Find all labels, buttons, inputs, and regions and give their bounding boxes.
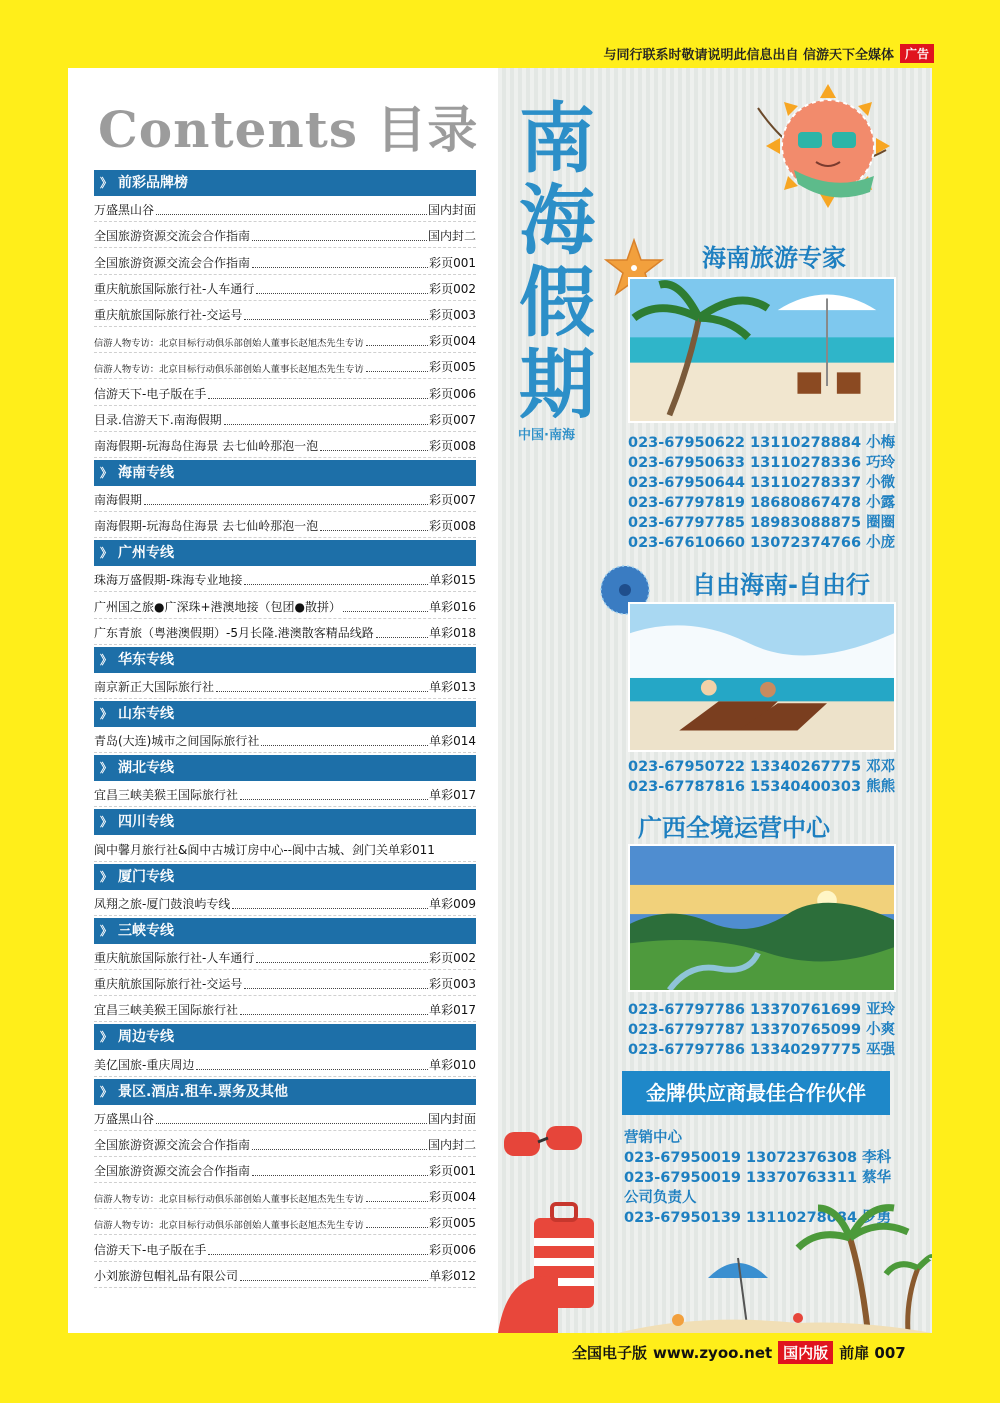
toc-entry[interactable] <box>94 566 476 592</box>
toc-entry[interactable] <box>94 275 476 301</box>
toc-section-header <box>94 1079 476 1105</box>
toc-section-name: 广州专线 <box>118 545 175 562</box>
chevron-icon: 》 <box>100 176 113 190</box>
toc-entry[interactable] <box>94 970 476 996</box>
toc-entry[interactable] <box>94 619 476 645</box>
toc-entry-title: 广州国之旅●广深珠+港澳地接（包团●散拼） <box>94 599 341 614</box>
magazine-page <box>68 68 932 1333</box>
contact-line: 023-67950644 13110278337 小微 <box>628 475 896 491</box>
contents-panel <box>68 68 498 1333</box>
dot-leader <box>366 371 428 372</box>
toc-entry-page: 彩页003 <box>429 977 476 992</box>
toc-entry-title: 阆中馨月旅行社&阆中古城订房中心--阆中古城、剑门关单彩011 <box>94 842 435 857</box>
toc-entry-title: 信游人物专访：北京目标行动俱乐部创始人董事长赵旭杰先生专访 <box>94 1220 364 1232</box>
toc-section-name: 周边专线 <box>118 1029 175 1046</box>
toc-entry-title: 重庆航旅国际旅行社-交运号 <box>94 977 243 992</box>
partner-banner: 金牌供应商最佳合作伙伴 <box>622 1071 890 1115</box>
brand-char: 南 <box>519 94 595 183</box>
chevron-icon: 》 <box>100 652 113 667</box>
landscape-photo <box>628 844 896 992</box>
dot-leader <box>244 584 428 585</box>
toc-entry-title: 宜昌三峡美猴王国际旅行社 <box>94 788 239 803</box>
toc-entry-title: 信游天下-电子版在手 <box>94 386 207 401</box>
contact-line: 023-67787816 15340400303 熊熊 <box>628 779 896 795</box>
beach-items-illustration <box>498 1108 932 1333</box>
toc-entry[interactable] <box>94 512 476 538</box>
toc-entry[interactable] <box>94 486 476 512</box>
toc-section-header <box>94 170 476 196</box>
toc-entry-title: 南海假期 <box>94 493 143 508</box>
toc-entry[interactable] <box>94 406 476 432</box>
heading-free-hainan: 自由海南-自由行 <box>692 571 870 599</box>
footer <box>572 1341 906 1364</box>
dot-leader <box>320 530 428 531</box>
contacts-free-hainan <box>628 757 895 797</box>
toc-entry-title: 信游人物专访：北京目标行动俱乐部创始人董事长赵旭杰先生专访 <box>94 1194 364 1206</box>
toc-entry-page: 单彩010 <box>429 1057 476 1072</box>
toc-section-name: 四川专线 <box>118 814 175 831</box>
toc-entry[interactable] <box>94 1105 476 1131</box>
toc-entry-title: 信游人物专访：北京目标行动俱乐部创始人董事长赵旭杰先生专访 <box>94 338 364 350</box>
page-number: 前扉 007 <box>839 1344 906 1362</box>
toc-entry-page: 彩页003 <box>429 307 476 322</box>
toc-entry[interactable] <box>94 301 476 327</box>
toc-entry-page: 国内封面 <box>427 203 476 218</box>
toc-entry-title: 信游天下-电子版在手 <box>94 1242 207 1257</box>
toc-entry-title: 宜昌三峡美猴王国际旅行社 <box>94 1003 239 1018</box>
dot-leader <box>252 267 428 268</box>
toc-entry-title: 全国旅游资源交流会合作指南 <box>94 229 251 244</box>
dot-leader <box>343 611 428 612</box>
brand-char: 期 <box>519 340 595 429</box>
toc-section-header <box>94 701 476 727</box>
toc-section-name: 景区.酒店.租车.票务及其他 <box>118 1083 288 1100</box>
toc-entry[interactable] <box>94 1235 476 1261</box>
toc-section-name: 湖北专线 <box>118 760 175 777</box>
sales-line: 公司负责人 <box>624 1190 697 1206</box>
toc-entry-page: 彩页007 <box>429 412 476 427</box>
toc-entry-title: 全国旅游资源交流会合作指南 <box>94 1137 251 1152</box>
toc-entry[interactable] <box>94 248 476 274</box>
toc-entry-title: 万盛黑山谷 <box>94 203 155 218</box>
dot-leader <box>156 1123 427 1124</box>
chevron-icon: 》 <box>100 707 113 721</box>
contact-line: 023-67797787 13370765099 小爽 <box>628 1022 896 1038</box>
chevron-icon: 》 <box>100 465 113 480</box>
chevron-icon: 》 <box>100 546 113 561</box>
contact-line: 023-67610660 13072374766 小庞 <box>628 535 896 551</box>
contact-line: 023-67950722 13340267775 邓邓 <box>628 759 896 775</box>
sales-line: 023-67950139 13110278084 罗勇 <box>624 1210 892 1226</box>
dot-leader <box>366 1227 428 1228</box>
toc-entry-page: 彩页002 <box>429 950 476 965</box>
sales-line: 023-67950019 13072376308 李科 <box>624 1150 892 1166</box>
toc-entry-page: 单彩012 <box>429 1268 476 1283</box>
toc-entry[interactable] <box>94 379 476 405</box>
toc-entry-page: 单彩015 <box>429 573 476 588</box>
toc-entry[interactable] <box>94 944 476 970</box>
contact-line: 023-67797786 13340297775 巫强 <box>628 1042 896 1058</box>
toc-entry-page: 彩页007 <box>429 493 476 508</box>
top-notice <box>603 44 934 63</box>
toc-entry-page: 彩页006 <box>429 386 476 401</box>
toc-entry-title: 全国旅游资源交流会合作指南 <box>94 1164 251 1179</box>
toc-section-name: 山东专线 <box>118 706 175 722</box>
chevron-icon: 》 <box>100 1084 113 1099</box>
sales-line: 023-67950019 13370763311 蔡华 <box>624 1170 892 1186</box>
brand-subtitle: 中国·南海 <box>518 428 575 443</box>
toc-section-name: 前彩品牌榜 <box>118 175 189 191</box>
toc-entry[interactable] <box>94 1183 476 1209</box>
toc-section-header <box>94 755 476 781</box>
toc-entry[interactable] <box>94 592 476 618</box>
toc-entry-title: 广东青旅（粤港澳假期）-5月长隆.港澳散客精品线路 <box>94 625 374 640</box>
toc-entry-page: 单彩017 <box>429 1003 476 1018</box>
table-of-contents <box>94 168 476 1288</box>
chevron-icon: 》 <box>100 815 113 830</box>
toc-section-header <box>94 647 476 673</box>
brand-title <box>512 94 602 429</box>
toc-entry-page: 单彩016 <box>429 599 476 614</box>
toc-entry-page: 彩页005 <box>429 360 476 375</box>
toc-entry-page: 彩页008 <box>429 438 476 453</box>
advertisement-panel <box>498 68 932 1333</box>
toc-section-name: 华东专线 <box>118 651 175 668</box>
toc-entry-page: 国内封二 <box>427 1137 476 1152</box>
heading-hainan-experts: 海南旅游专家 <box>702 244 846 272</box>
brand-char: 假 <box>519 258 595 347</box>
contacts-guangxi <box>628 1000 895 1060</box>
toc-entry-title: 万盛黑山谷 <box>94 1111 155 1126</box>
dot-leader <box>240 799 428 800</box>
toc-entry[interactable] <box>94 1209 476 1235</box>
brand-char: 海 <box>519 176 595 265</box>
dot-leader <box>144 504 428 505</box>
beach-photo <box>628 277 896 423</box>
footer-label: 全国电子版 <box>572 1344 648 1362</box>
toc-entry-title: 小刘旅游包帽礼品有限公司 <box>94 1268 239 1283</box>
toc-section-name: 厦门专线 <box>118 868 175 885</box>
dot-leader <box>320 450 428 451</box>
toc-entry[interactable] <box>94 890 476 916</box>
toc-entry-page: 彩页004 <box>429 1190 476 1205</box>
toc-section-header <box>94 809 476 835</box>
toc-entry[interactable] <box>94 996 476 1022</box>
toc-entry[interactable] <box>94 727 476 753</box>
toc-section-header <box>94 540 476 566</box>
dot-leader <box>256 962 428 963</box>
lounger-photo <box>628 602 896 752</box>
toc-entry[interactable] <box>94 1262 476 1288</box>
dot-leader <box>208 1254 428 1255</box>
dot-leader <box>256 293 428 294</box>
toc-entry-title: 南京新正大国际旅行社 <box>94 680 215 694</box>
toc-entry[interactable] <box>94 222 476 248</box>
toc-entry-title: 重庆航旅国际旅行社-人车通行 <box>94 950 255 965</box>
dot-leader <box>376 637 428 638</box>
toc-entry-page: 单彩009 <box>429 896 476 911</box>
toc-entry-title: 重庆航旅国际旅行社-交运号 <box>94 307 243 322</box>
dot-leader <box>156 214 427 215</box>
sunglasses-icon <box>504 1126 582 1156</box>
chevron-icon: 》 <box>100 869 113 884</box>
dot-leader <box>224 424 428 425</box>
chevron-icon: 》 <box>100 923 113 938</box>
toc-entry-page: 国内封面 <box>427 1111 476 1126</box>
toc-section-header <box>94 918 476 944</box>
edition-tag: 国内版 <box>778 1341 833 1364</box>
dot-leader <box>208 398 428 399</box>
toc-entry-page: 单彩014 <box>429 734 476 749</box>
source-notice: 与同行联系时敬请说明此信息出自 信游天下全媒体 <box>603 48 894 63</box>
dot-leader <box>252 1149 427 1150</box>
toc-entry-page: 彩页006 <box>429 1242 476 1257</box>
toc-entry-page: 彩页005 <box>429 1216 476 1231</box>
contact-line: 023-67797786 13370761699 亚玲 <box>628 1002 896 1018</box>
toc-entry[interactable] <box>94 1131 476 1157</box>
toc-section-name: 三峡专线 <box>118 922 175 939</box>
dot-leader <box>366 345 428 346</box>
toc-entry-title: 南海假期-玩海岛住海景 去七仙岭那泡一泡 <box>94 519 319 534</box>
dot-leader <box>232 908 428 909</box>
dot-leader <box>261 745 428 746</box>
dot-leader <box>196 1069 428 1070</box>
toc-entry-title: 美亿国旅-重庆周边 <box>94 1057 195 1072</box>
toc-entry[interactable] <box>94 673 476 699</box>
contact-line: 023-67797785 18983088875 圈圈 <box>628 515 896 531</box>
toc-section-header <box>94 1024 476 1050</box>
toc-entry[interactable] <box>94 835 476 861</box>
toc-entry-title: 全国旅游资源交流会合作指南 <box>94 255 251 270</box>
toc-entry-title: 信游人物专访：北京目标行动俱乐部创始人董事长赵旭杰先生专访 <box>94 364 364 376</box>
contacts-hainan <box>628 433 895 553</box>
toc-entry[interactable] <box>94 432 476 458</box>
contact-line: 023-67797819 18680867478 小露 <box>628 495 896 511</box>
toc-entry-page: 单彩018 <box>429 625 476 640</box>
dot-leader <box>216 691 428 692</box>
contents-title: Contents 目录 <box>98 100 479 159</box>
toc-section-header <box>94 864 476 890</box>
contact-line: 023-67950622 13110278884 小梅 <box>628 435 896 451</box>
sales-line: 营销中心 <box>624 1130 682 1146</box>
toc-entry[interactable] <box>94 327 476 353</box>
toc-entry[interactable] <box>94 781 476 807</box>
toc-section-name: 海南专线 <box>118 464 175 481</box>
website-link[interactable]: www.zyoo.net <box>653 1343 773 1362</box>
toc-entry[interactable] <box>94 1157 476 1183</box>
dot-leader <box>252 240 427 241</box>
sun-hammock-illustration <box>754 80 892 218</box>
toc-entry-page: 彩页008 <box>429 519 476 534</box>
toc-entry-page: 彩页001 <box>429 255 476 270</box>
toc-entry-title: 南海假期-玩海岛住海景 去七仙岭那泡一泡 <box>94 438 319 453</box>
toc-entry-title: 青岛(大连)城市之间国际旅行社 <box>94 734 260 749</box>
heading-guangxi: 广西全境运营中心 <box>638 814 830 842</box>
chevron-icon: 》 <box>100 761 113 776</box>
toc-entry[interactable] <box>94 196 476 222</box>
toc-entry-page: 彩页004 <box>429 334 476 349</box>
dot-leader <box>244 319 428 320</box>
chevron-icon: 》 <box>100 1030 113 1045</box>
contact-line: 023-67950633 13110278336 巧玲 <box>628 455 896 471</box>
toc-section-header <box>94 460 476 486</box>
dot-leader <box>252 1175 428 1176</box>
palm-tree-icon <box>798 1208 932 1333</box>
toc-entry-title: 目录.信游天下.南海假期 <box>94 412 222 427</box>
toc-entry[interactable] <box>94 1050 476 1076</box>
toc-entry[interactable] <box>94 353 476 379</box>
toc-entry-page: 彩页001 <box>429 1164 476 1179</box>
toc-entry-page: 彩页002 <box>429 281 476 296</box>
dot-leader <box>240 1014 428 1015</box>
dot-leader <box>244 988 428 989</box>
toc-entry-title: 凤翔之旅-厦门鼓浪屿专线 <box>94 896 231 911</box>
toc-entry-page: 国内封二 <box>427 229 476 244</box>
toc-entry-title: 珠海万盛假期-珠海专业地接 <box>94 573 243 588</box>
toc-entry-title: 重庆航旅国际旅行社-人车通行 <box>94 281 255 296</box>
toc-entry-page: 单彩017 <box>429 788 476 803</box>
ad-badge: 广告 <box>900 44 934 63</box>
dot-leader <box>240 1280 428 1281</box>
dot-leader <box>366 1201 428 1202</box>
toc-entry-page: 单彩013 <box>429 680 476 694</box>
